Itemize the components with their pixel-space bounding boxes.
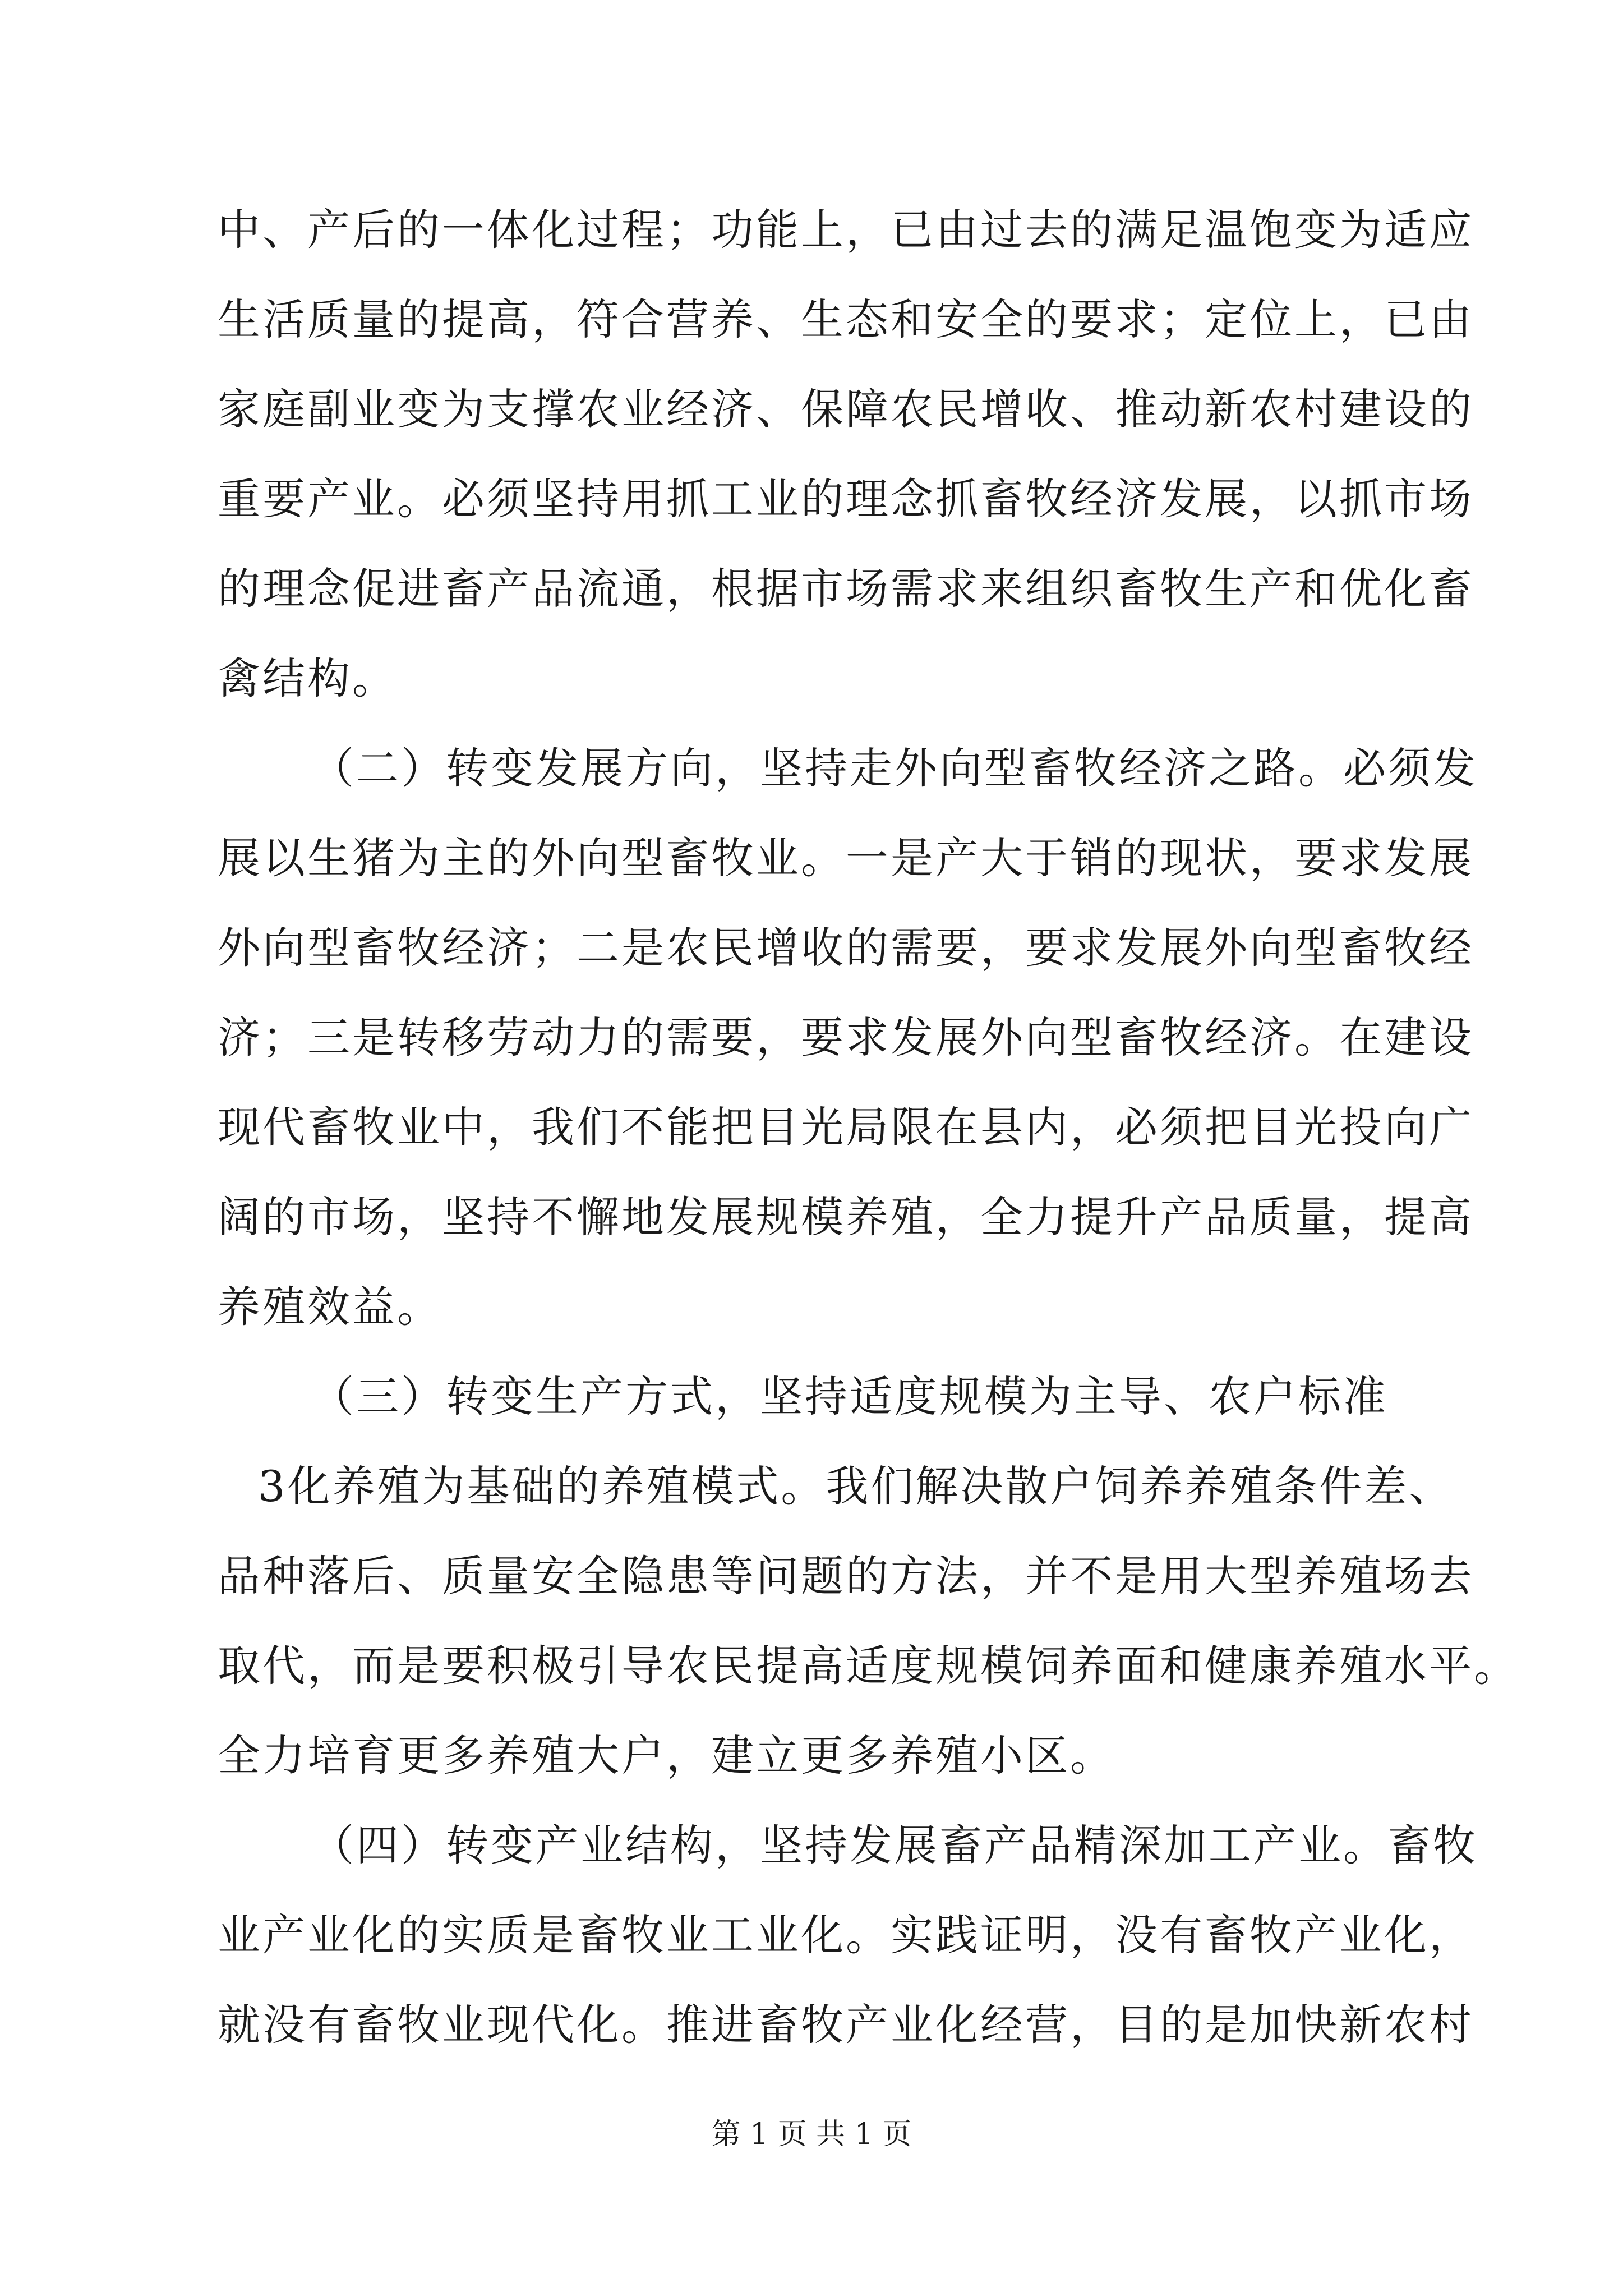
page-footer: 第 1 页 共 1 页: [711, 2118, 912, 2151]
text-line-16: 品种落后、质量安全隐患等问题的方法，并不是用大型养殖场去: [218, 1551, 1474, 1601]
text-line-3: 家庭副业变为支撑农业经济、保障农民增收、推动新农村建设的: [218, 384, 1474, 434]
text-line-5: 的理念促进畜产品流通，根据市场需求来组织畜牧生产和优化畜: [218, 564, 1474, 614]
text-line-6: 禽结构。: [218, 654, 397, 703]
paragraph-3-start: （三）转变生产方式，坚持适度规模为主导、农户标准: [311, 1372, 1388, 1421]
text-line-20: 业产业化的实质是畜牧业工业化。实践证明，没有畜牧产业化，: [218, 1910, 1474, 1960]
text-line-10: 济；三是转移劳动力的需要，要求发展外向型畜牧经济。在建设: [218, 1013, 1474, 1062]
text-line-2: 生活质量的提高，符合营养、生态和安全的要求；定位上，已由: [218, 295, 1474, 344]
text-line-9: 外向型畜牧经济；二是农民增收的需要，要求发展外向型畜牧经: [218, 923, 1474, 973]
text-line-17: 取代，而是要积极引导农民提高适度规模饲养面和健康养殖水平。: [218, 1641, 1519, 1691]
text-line-21: 就没有畜牧业现代化。推进畜牧产业化经营，目的是加快新农村: [218, 2000, 1474, 2050]
text-line-11: 现代畜牧业中，我们不能把目光局限在县内，必须把目光投向广: [218, 1102, 1474, 1152]
text-line-4: 重要产业。必须坚持用抓工业的理念抓畜牧经济发展，以抓市场: [218, 474, 1474, 524]
paragraph-2-start: （二）转变发展方向，坚持走外向型畜牧经济之路。必须发: [311, 743, 1478, 793]
text-line-13: 养殖效益。: [218, 1282, 442, 1332]
text-line-15: 3化养殖为基础的养殖模式。我们解决散户饲养养殖条件差、: [258, 1461, 1454, 1511]
text-line-12: 阔的市场，坚持不懈地发展规模养殖，全力提升产品质量，提高: [218, 1192, 1474, 1242]
text-line-1: 中、产后的一体化过程；功能上，已由过去的满足温饱变为适应: [218, 205, 1474, 255]
text-line-18: 全力培育更多养殖大户，建立更多养殖小区。: [218, 1731, 1115, 1780]
paragraph-4-start: （四）转变产业结构，坚持发展畜产品精深加工产业。畜牧: [311, 1820, 1478, 1870]
text-line-8: 展以生猪为主的外向型畜牧业。一是产大于销的现状，要求发展: [218, 833, 1474, 883]
